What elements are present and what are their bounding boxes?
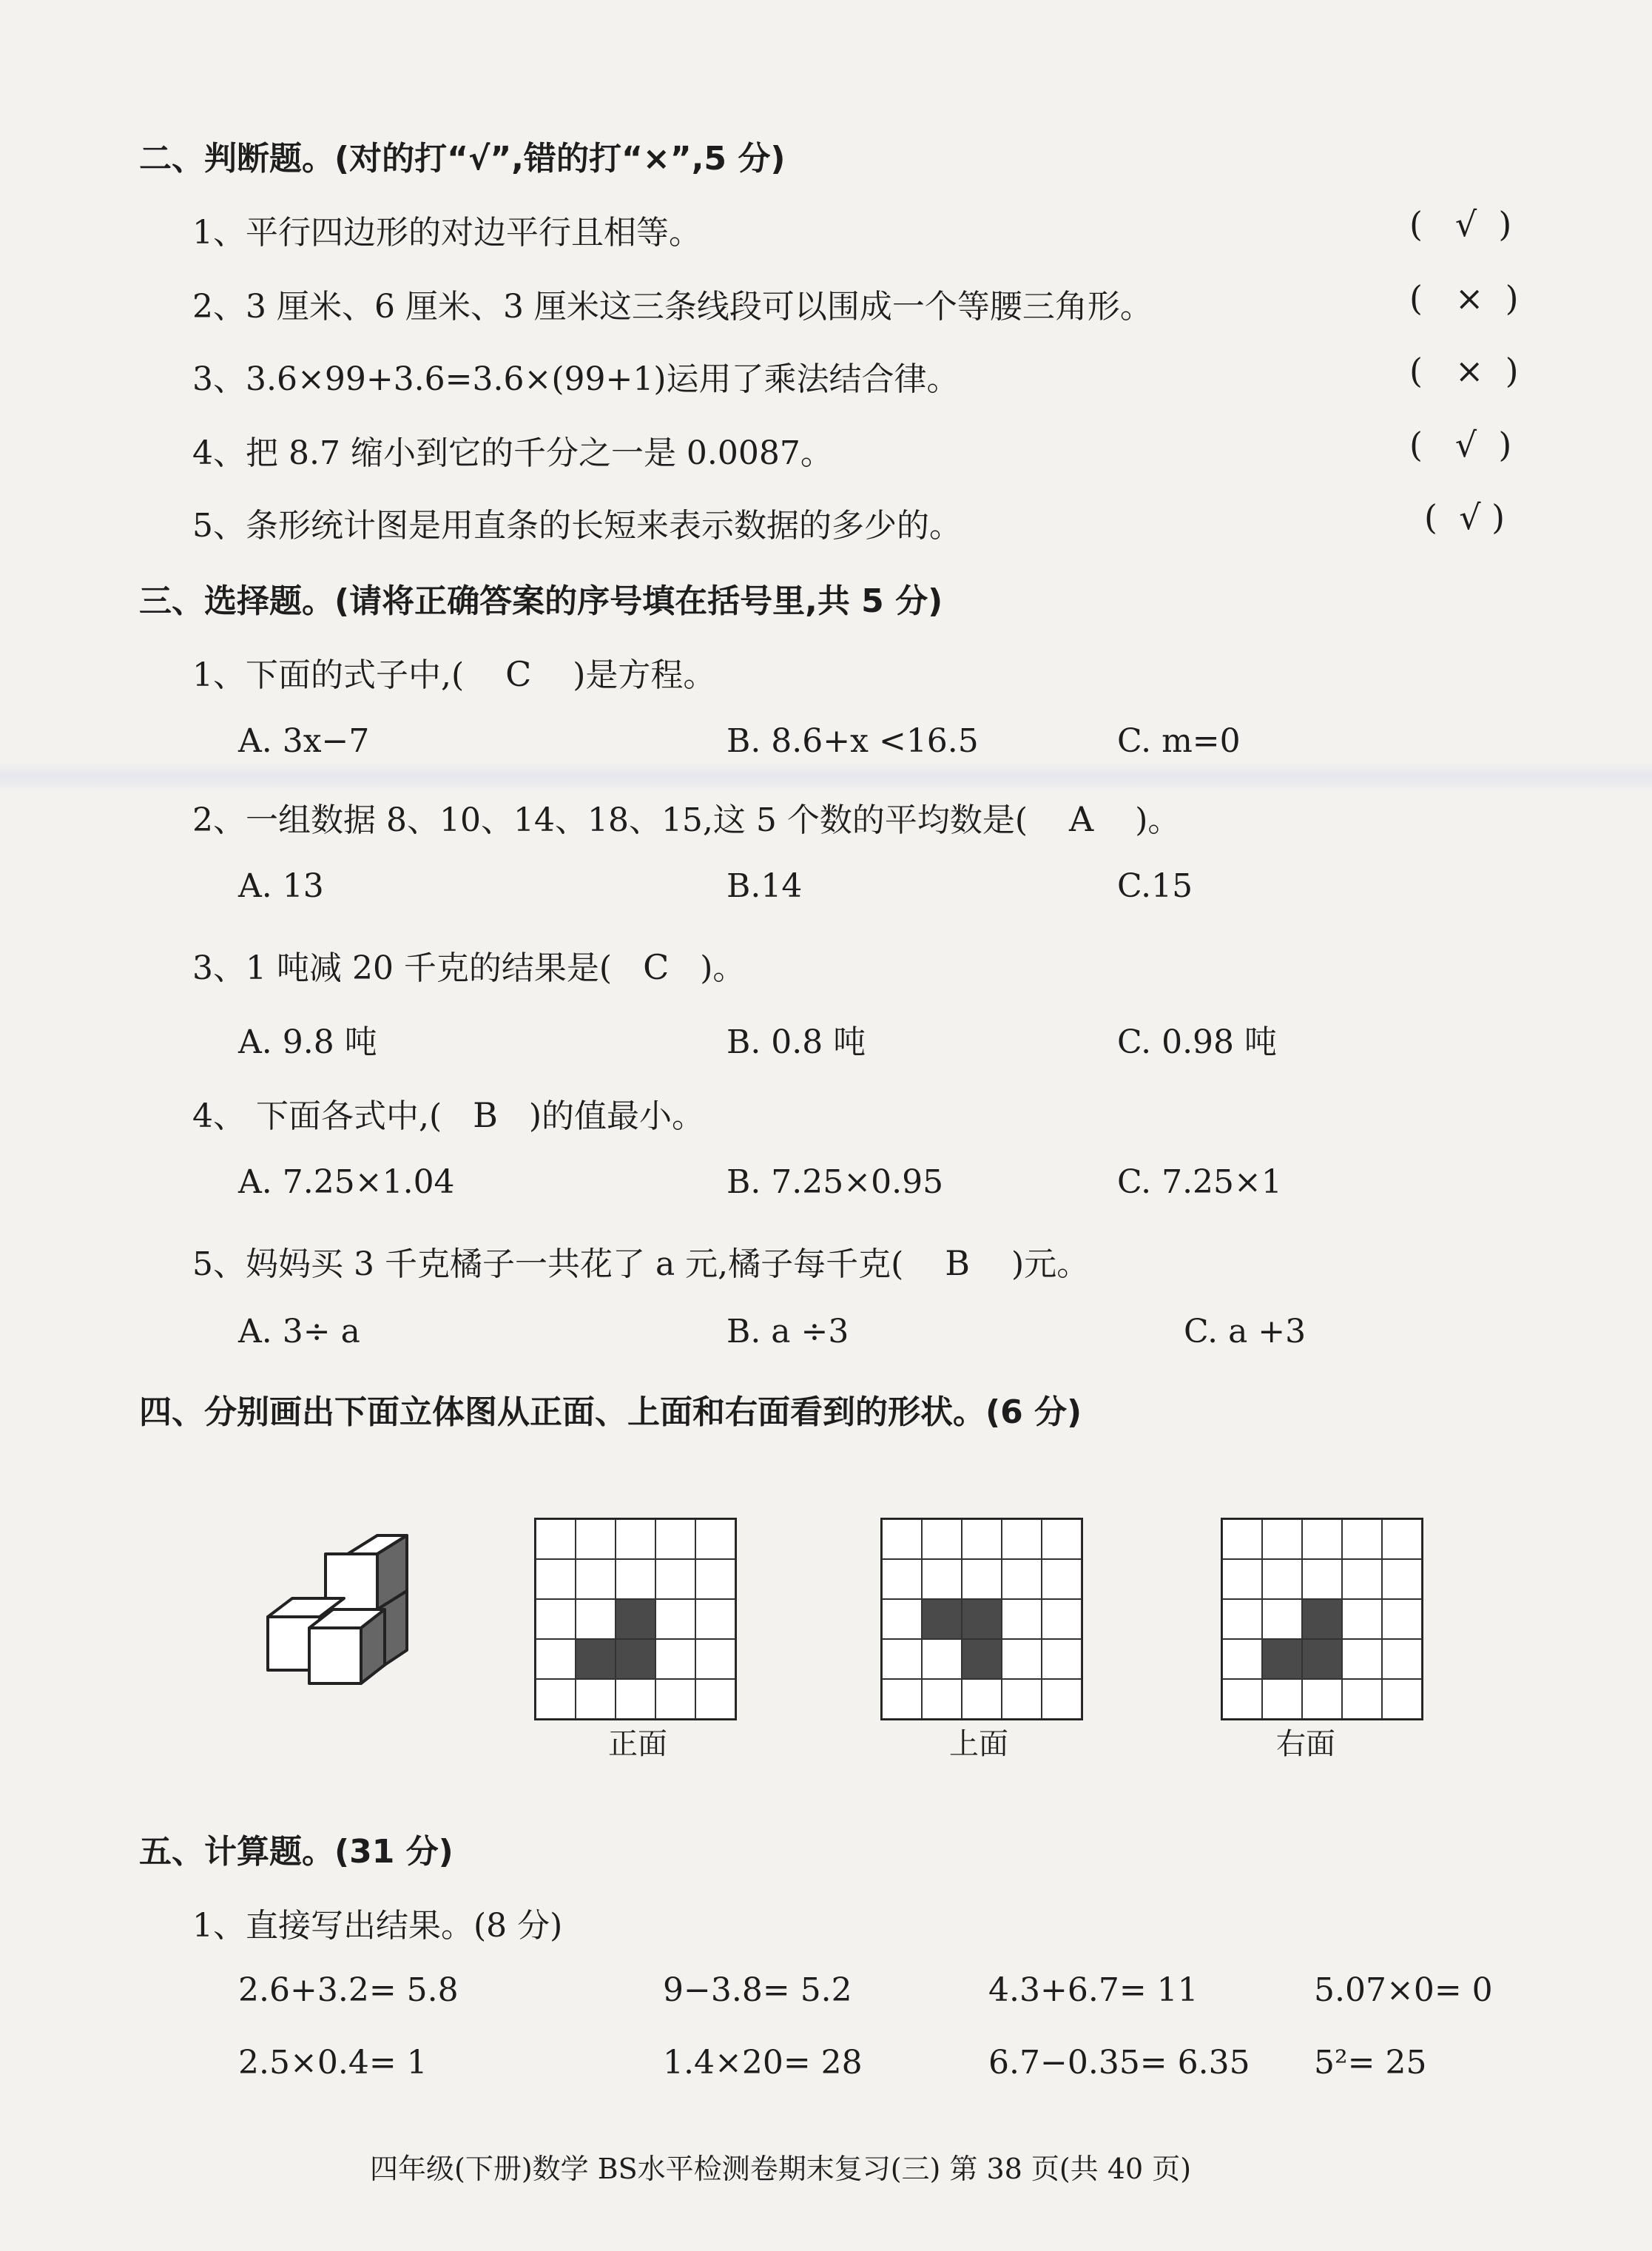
grid-cell bbox=[1342, 1599, 1382, 1639]
section3-title: 三、选择题。(请将正确答案的序号填在括号里,共 5 分) bbox=[139, 582, 943, 620]
choice-answer-2: A bbox=[1069, 799, 1094, 839]
grid-cell bbox=[1382, 1639, 1422, 1679]
calc-r2-c2: 1.4×20= 28 bbox=[663, 2044, 863, 2082]
grid-cell bbox=[882, 1599, 922, 1639]
grid-cell bbox=[1222, 1519, 1262, 1559]
grid-cell bbox=[1222, 1639, 1262, 1679]
grid-cell bbox=[1222, 1679, 1262, 1719]
grid-cell bbox=[1262, 1559, 1302, 1599]
grid-cell bbox=[882, 1559, 922, 1599]
q4-option-a: A. 7.25×1.04 bbox=[238, 1163, 455, 1201]
grid-cell bbox=[922, 1639, 962, 1679]
grid-cell bbox=[962, 1559, 1002, 1599]
section4-title: 四、分别画出下面立体图从正面、上面和右面看到的形状。(6 分) bbox=[139, 1393, 1082, 1431]
judge-item-1: 1、平行四边形的对边平行且相等。 bbox=[192, 214, 701, 252]
cube-stack-figure bbox=[259, 1524, 422, 1702]
q1-option-a: A. 3x−7 bbox=[238, 722, 370, 760]
grid-cell bbox=[616, 1679, 655, 1719]
grid-cell bbox=[882, 1639, 922, 1679]
grid-cell-filled bbox=[616, 1599, 655, 1639]
choice-answer-1: C bbox=[505, 654, 532, 694]
grid-cell bbox=[576, 1599, 616, 1639]
grid-cell bbox=[962, 1519, 1002, 1559]
grid-cell-filled bbox=[1262, 1639, 1302, 1679]
calc-r1-c2: 9−3.8= 5.2 bbox=[663, 1971, 852, 2009]
grid-cell bbox=[1222, 1599, 1262, 1639]
q2-option-c: C.15 bbox=[1117, 867, 1193, 905]
calc-r2-c3: 6.7−0.35= 6.35 bbox=[988, 2044, 1250, 2082]
judge-item-5: 5、条形统计图是用直条的长短来表示数据的多少的。 bbox=[192, 507, 962, 545]
grid-cell bbox=[616, 1519, 655, 1559]
grid-cell bbox=[1002, 1559, 1042, 1599]
q2-option-b: B.14 bbox=[726, 867, 803, 905]
grid-cell bbox=[922, 1559, 962, 1599]
grid-cell bbox=[576, 1519, 616, 1559]
q1-option-b: B. 8.6+x <16.5 bbox=[726, 722, 979, 760]
calc-r1-c1: 2.6+3.2= 5.8 bbox=[238, 1971, 459, 2009]
view-grid-front bbox=[534, 1518, 737, 1720]
q1-option-c: C. m=0 bbox=[1117, 722, 1241, 760]
q2-option-a: A. 13 bbox=[238, 867, 324, 905]
calc-r1-c4: 5.07×0= 0 bbox=[1314, 1971, 1493, 2009]
view-label-top: 上面 bbox=[949, 1727, 1008, 1761]
grid-cell bbox=[1002, 1599, 1042, 1639]
grid-cell bbox=[1042, 1519, 1082, 1559]
grid-cell-filled bbox=[1302, 1599, 1342, 1639]
grid-cell bbox=[695, 1599, 735, 1639]
grid-cell bbox=[1382, 1559, 1422, 1599]
judge-answer-2: × bbox=[1454, 278, 1484, 318]
grid-cell-filled bbox=[1302, 1639, 1342, 1679]
q3-option-b: B. 0.8 吨 bbox=[726, 1023, 866, 1061]
section2-title: 二、判断题。(对的打“√”,错的打“×”,5 分) bbox=[139, 140, 786, 178]
grid-cell bbox=[536, 1559, 576, 1599]
grid-cell bbox=[616, 1559, 655, 1599]
grid-cell bbox=[1342, 1639, 1382, 1679]
grid-cell bbox=[695, 1639, 735, 1679]
grid-cell bbox=[655, 1599, 695, 1639]
grid-cell bbox=[1342, 1519, 1382, 1559]
choice-answer-3: C bbox=[643, 947, 670, 987]
grid-cell bbox=[695, 1519, 735, 1559]
grid-cell bbox=[576, 1559, 616, 1599]
grid-cell bbox=[536, 1599, 576, 1639]
choice-q4: 4、 下面各式中,( B )的值最小。 bbox=[192, 1095, 705, 1135]
calc-subtitle: 1、直接写出结果。(8 分) bbox=[192, 1907, 563, 1945]
grid-cell bbox=[1302, 1559, 1342, 1599]
grid-cell bbox=[922, 1679, 962, 1719]
choice-q3: 3、1 吨减 20 千克的结果是( C )。 bbox=[192, 947, 746, 987]
scan-band bbox=[0, 762, 1652, 792]
grid-cell bbox=[1262, 1599, 1302, 1639]
grid-cell bbox=[576, 1679, 616, 1719]
grid-cell bbox=[1042, 1599, 1082, 1639]
judge-item-4: 4、把 8.7 缩小到它的千分之一是 0.0087。 bbox=[192, 434, 833, 472]
choice-answer-4: B bbox=[473, 1095, 498, 1135]
judge-answer-5: √ bbox=[1459, 497, 1481, 537]
choice-answer-5: B bbox=[945, 1243, 971, 1283]
q5-option-a: A. 3÷ a bbox=[238, 1313, 360, 1350]
q4-option-c: C. 7.25×1 bbox=[1117, 1163, 1282, 1201]
judge-answer-4: √ bbox=[1454, 425, 1477, 465]
grid-cell bbox=[882, 1679, 922, 1719]
q5-option-c: C. a +3 bbox=[1184, 1313, 1307, 1350]
grid-cell bbox=[1302, 1679, 1342, 1719]
grid-cell bbox=[655, 1679, 695, 1719]
q3-option-c: C. 0.98 吨 bbox=[1117, 1023, 1278, 1061]
grid-cell bbox=[1042, 1559, 1082, 1599]
view-grid-right bbox=[1221, 1518, 1423, 1720]
answer-paren-5: ( √ ) bbox=[1424, 497, 1506, 537]
calc-r2-c4: 5²= 25 bbox=[1314, 2044, 1427, 2082]
grid-cell bbox=[1382, 1679, 1422, 1719]
grid-cell-filled bbox=[922, 1599, 962, 1639]
calc-r1-c3: 4.3+6.7= 11 bbox=[988, 1971, 1198, 2009]
q3-option-a: A. 9.8 吨 bbox=[238, 1023, 377, 1061]
grid-cell bbox=[536, 1519, 576, 1559]
grid-cell-filled bbox=[616, 1639, 655, 1679]
view-label-front: 正面 bbox=[608, 1727, 667, 1761]
grid-cell bbox=[536, 1679, 576, 1719]
grid-cell bbox=[962, 1679, 1002, 1719]
grid-cell bbox=[922, 1519, 962, 1559]
grid-cell bbox=[655, 1639, 695, 1679]
grid-cell bbox=[882, 1519, 922, 1559]
q5-option-b: B. a ÷3 bbox=[726, 1313, 849, 1350]
grid-cell bbox=[1042, 1679, 1082, 1719]
answer-paren-1: ( √ ) bbox=[1409, 204, 1512, 244]
grid-cell bbox=[695, 1559, 735, 1599]
view-grid-top bbox=[880, 1518, 1083, 1720]
judge-item-3: 3、3.6×99+3.6=3.6×(99+1)运用了乘法结合律。 bbox=[192, 360, 960, 398]
grid-cell bbox=[1382, 1519, 1422, 1559]
grid-cell bbox=[1342, 1559, 1382, 1599]
grid-cell bbox=[1002, 1679, 1042, 1719]
answer-paren-4: ( √ ) bbox=[1409, 425, 1512, 465]
grid-cell bbox=[1302, 1519, 1342, 1559]
grid-cell bbox=[536, 1639, 576, 1679]
judge-item-2: 2、3 厘米、6 厘米、3 厘米这三条线段可以围成一个等腰三角形。 bbox=[192, 288, 1153, 326]
grid-cell bbox=[1342, 1679, 1382, 1719]
choice-q5: 5、妈妈买 3 千克橘子一共花了 a 元,橘子每千克( B )元。 bbox=[192, 1243, 1090, 1283]
grid-cell-filled bbox=[962, 1599, 1002, 1639]
grid-cell bbox=[655, 1559, 695, 1599]
grid-cell bbox=[1262, 1519, 1302, 1559]
judge-answer-3: × bbox=[1454, 351, 1484, 391]
grid-cell bbox=[1382, 1599, 1422, 1639]
answer-paren-3: ( × ) bbox=[1409, 351, 1519, 391]
q4-option-b: B. 7.25×0.95 bbox=[726, 1163, 944, 1201]
grid-cell-filled bbox=[962, 1639, 1002, 1679]
grid-cell bbox=[1002, 1519, 1042, 1559]
grid-cell bbox=[1262, 1679, 1302, 1719]
section5-title: 五、计算题。(31 分) bbox=[139, 1833, 454, 1871]
grid-cell bbox=[695, 1679, 735, 1719]
grid-cell-filled bbox=[576, 1639, 616, 1679]
calc-r2-c1: 2.5×0.4= 1 bbox=[238, 2044, 428, 2082]
grid-cell bbox=[1222, 1559, 1262, 1599]
page-footer: 四年级(下册)数学 BS水平检测卷期末复习(三) 第 38 页(共 40 页) bbox=[370, 2153, 1192, 2185]
choice-q2: 2、一组数据 8、10、14、18、15,这 5 个数的平均数是( A )。 bbox=[192, 799, 1181, 839]
choice-q1: 1、下面的式子中,( C )是方程。 bbox=[192, 654, 716, 694]
answer-paren-2: ( × ) bbox=[1409, 278, 1519, 318]
grid-cell bbox=[1042, 1639, 1082, 1679]
judge-answer-1: √ bbox=[1454, 204, 1477, 244]
grid-cell bbox=[655, 1519, 695, 1559]
grid-cell bbox=[1002, 1639, 1042, 1679]
view-label-right: 右面 bbox=[1276, 1727, 1335, 1761]
